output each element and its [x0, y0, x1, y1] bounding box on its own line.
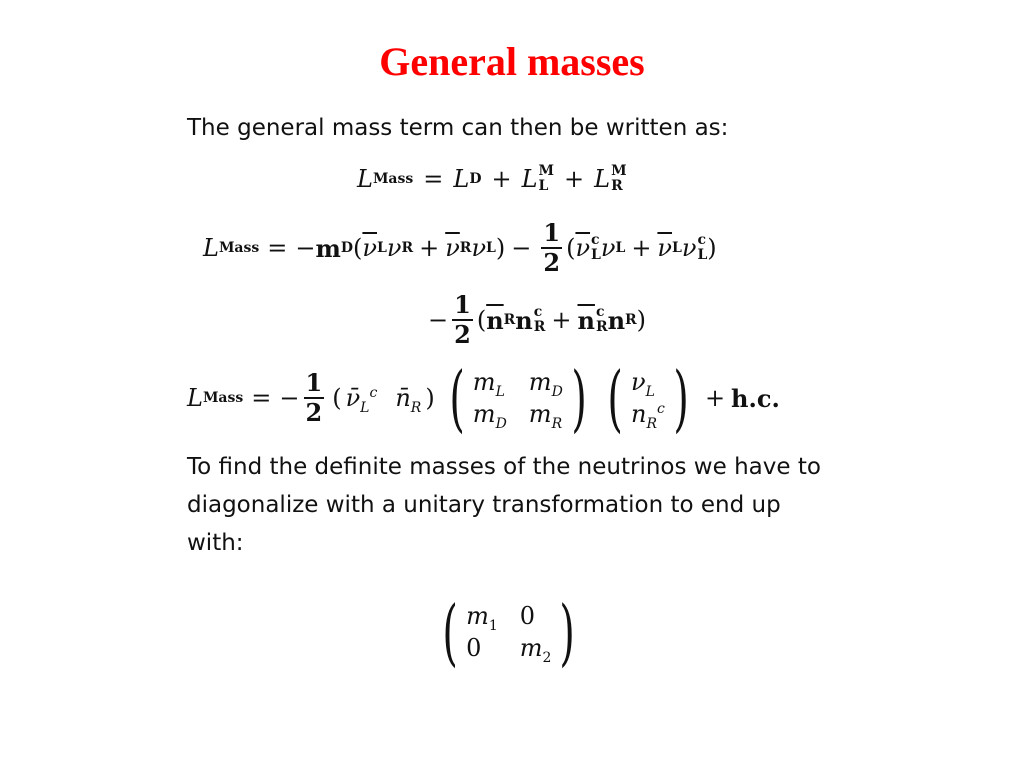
equation-mass-expanded: L Mass = − m D ( $\overline{\nu}$ L ν R + $\overline{\nu}$ R ν L ) − $\frac{1}{2}$ ( $\overline{\nu}$ c L ν L + $\overline{\nu}$ L ν c L ) [203, 218, 717, 277]
equation-mass-decomposition: L Mass = L D + L M L + L M R [357, 163, 627, 194]
intro-text: The general mass term can then be written as: [187, 115, 729, 141]
diagonal-mass-matrix: ( $m_1$ 0 0 $m_2$ ) [442, 590, 576, 674]
equation-matrix-form: L Mass = − $\frac{1}{2}$ ( $\nū_L^c$ $n̄_R$ ) ( $m_L$ $m_D$ $m_D$ $m_R$ ) ( $\nu_L$ $n_R^c$ ) + h.c. [187, 356, 780, 440]
mass-matrix: ( $m_L$ $m_D$ $m_D$ $m_R$ ) [449, 356, 587, 440]
conclusion-text: To find the definite masses of the neutrinos we have to diagonalize with a unitary transformation to end up with: [187, 454, 821, 556]
equation-mass-continuation: − $\frac{1}{2}$ ( $\overline{n}$ R n c R + $\overline{n}$ c R n R ) [428, 290, 647, 349]
neutrino-vector: ( $\nu_L$ $n_R^c$ ) [607, 356, 689, 440]
slide-title: General masses [379, 39, 645, 84]
